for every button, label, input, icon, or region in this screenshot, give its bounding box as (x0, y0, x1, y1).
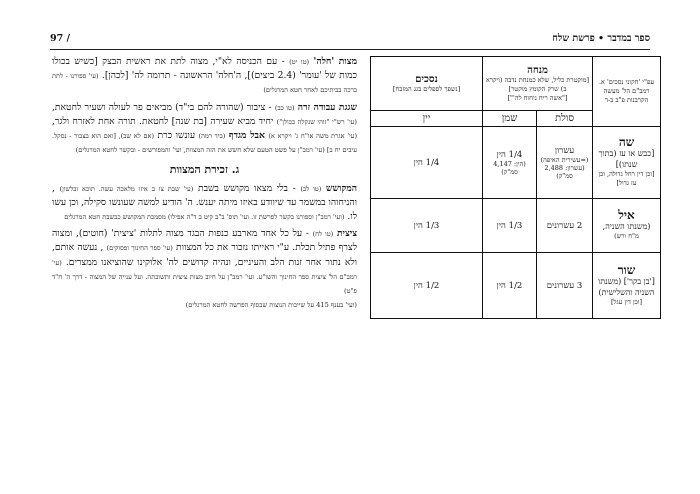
subheader-yayin: יין (371, 111, 483, 127)
section-title: ג. זכירת המצוות (169, 163, 240, 177)
challah-heading: מצות 'חלה' (313, 56, 358, 67)
tzitzit-note-2: (ועי' בענף 415 על שייכות הנוצות שבסוף הפרשה לחטא המרגלים) (185, 301, 357, 310)
running-title: ספר במדבר • פרשת שלח (552, 33, 650, 44)
table-row (371, 127, 661, 199)
table-row (371, 199, 661, 253)
paragraph-mekoshesh: המקושש (טו לב) - בלי מצאו מקושש בשבת (עי' שבת צו ב איזו מלאכה עשה. תוכא ובלשון) , והניחוהו במשמר עד שיוודע באיזו מיתה יענש. ה' הודיע למשה שעונשו סקילה, וכן עשו לו. (ועי' רמב"ן וספורנו בקשר לפרשת זו. ועי' תוס' ב"ב קיט ב ד"ה אפילו) מסמכת המקושש כבשבת חטא המרגלים (52, 182, 357, 223)
page-header (50, 33, 650, 50)
paragraph-tzitzit: ציצית (טו לח) - על כל אחד מארבע כנפות הבגד מצוה לתלות 'ציצית' (חוטים), ומצוה לצרף פתיל תכלת. ע"י ראייתו נזכור את כל המצוות (עי' ספר החינוך ופסוקים) , נעשה אותם, ולא נתור אחר זנות הלב והעיניים, ונהיה קדושים לה' אלוקינו שהוציאנו ממצרים. (עי' רמב"ם הל' ציצית ספר החינוך והשו"ע. ועי' רמב"ן על חיוב מצות ציצית ותשובתה. ועל ענייה של המצוה - דרך ה' ח"ד פ"ט) (ועי' בענף 415 על שייכות הנוצות שבסוף הפרשה לחטא המרגלים) (52, 228, 358, 310)
mekoshesh-note: (ועי' רמב"ן וספורנו בקשר לפרשת זו. ועי' תוס' ב"ב קיט ב ד"ה אפילו) מסמכת המקושש כבשבת חטא המרגלים (64, 213, 345, 222)
table-row (371, 253, 661, 319)
yayin-cell: 1/4 הין (371, 127, 483, 199)
avodah-zarah-note: (אם לא שב), [ואם הוא בצבור - נסקל. עיבים יח ב] (עי' רמב"ן על פשט הטעם שלא חשש את הזה המצוות, ועי' והמפורשים - ובקשר לחטא המרגלים) (52, 132, 357, 155)
nesachim-header: נסכים [נשפך לספלים בגג המזבח] (371, 57, 483, 111)
animal-cell-ayil: איל (משנתו השניה, מ"ח ורש) (593, 199, 661, 253)
shemen-cell: 1/3 הין (483, 199, 537, 253)
paragraph-challah: מצות 'חלה' (טו יט) - עם הכניסה לא"י, מצוה לתת את ראשית הבצק [כשיש בכולו כמות של 'עומר' (2.4 ביצים)], ה'חלה' הראשונה - תרומה לה' [לכהן]. (עי' ספורנו - לתת ברכה בביתיכם לאחר חטא המרגלים) (52, 56, 358, 95)
avodah-zarah-heading: שגגת עבודה זרה (297, 101, 358, 113)
page-number: 97 / (50, 33, 70, 44)
tzitzit-heading: ציצית (336, 228, 358, 240)
shemen-cell: 1/2 הין (483, 253, 537, 319)
solet-cell: 2 עשרונים (537, 199, 593, 253)
yayin-cell: 1/2 הין (371, 253, 483, 319)
subheader-solet: סולת (537, 111, 593, 127)
subheader-shemen: שמן (483, 111, 537, 127)
solet-cell: עשרון (=עשירית האיפה) (עשרון: 2,488 סמ"ק) (537, 127, 593, 199)
paragraph-avodah-zarah: שגגת עבודה זרה (טו כב) - ציבור (שהורה להם בי"ד) מביאים פר לעולה ושעיר לחטאת, (עי' רש"י "זוהי שנקלה ככולן") יחיד מביא שעירה [בת שנה] לחטאת. תורה אחת לאזרח ולגר, (עי' אגרת משה או"ח ג' ויקרא א) אבל מגדף (ביד רמה) עונשו כרת (אם לא שב), [ואם הוא בצבור - נסקל. עיבים יח ב] (עי' רמב"ן על פשט הטעם שלא חשש את הזה המצוות, ועי' והמפורשים - ובקשר לחטא המרגלים) (52, 101, 358, 155)
shemen-cell: 1/4 הין (הין: 4,147 סמ"ק) (483, 127, 537, 199)
offerings-table (370, 56, 661, 319)
solet-cell: 3 עשרונים (537, 253, 593, 319)
animal-cell-seh: שה [כבש או עז (בתוך שנתו)] [וכן דין רחל גדולה, וכן עז גדול] (593, 127, 661, 199)
animal-cell-shor: שור ['בן בקר'] (משנתו השניה והשלישית) [וכן דין עגל] (593, 253, 661, 319)
table-corner-source: עפ"י 'חקוני נסכים' א. רמב"ם הל' מעשה הקרבנות פ"ב ב-ד (593, 57, 661, 127)
mekoshesh-heading: המקושש (325, 182, 357, 194)
yayin-cell: 1/3 הין (371, 199, 483, 253)
main-text-column (52, 55, 357, 315)
minchah-header: מנחה [מוקטרת כליל, שלא כמנחת נדבה (ויקרא ב) שרק הקומץ מוקטר] ["אשה ריח ניחוח לה'"] (483, 57, 593, 111)
tzitzit-note: (עי' רמב"ם הל' ציצית ספר החינוך והשו"ע. ועי' רמב"ן על חיוב מצות ציצית ותשובתה. ועל ענייה של המצוה - דרך ה' ח"ד פ"ט) (52, 258, 357, 296)
challah-note: (עי' ספורנו - לתת ברכה בביתיכם לאחר חטא המרגלים) (52, 72, 357, 95)
